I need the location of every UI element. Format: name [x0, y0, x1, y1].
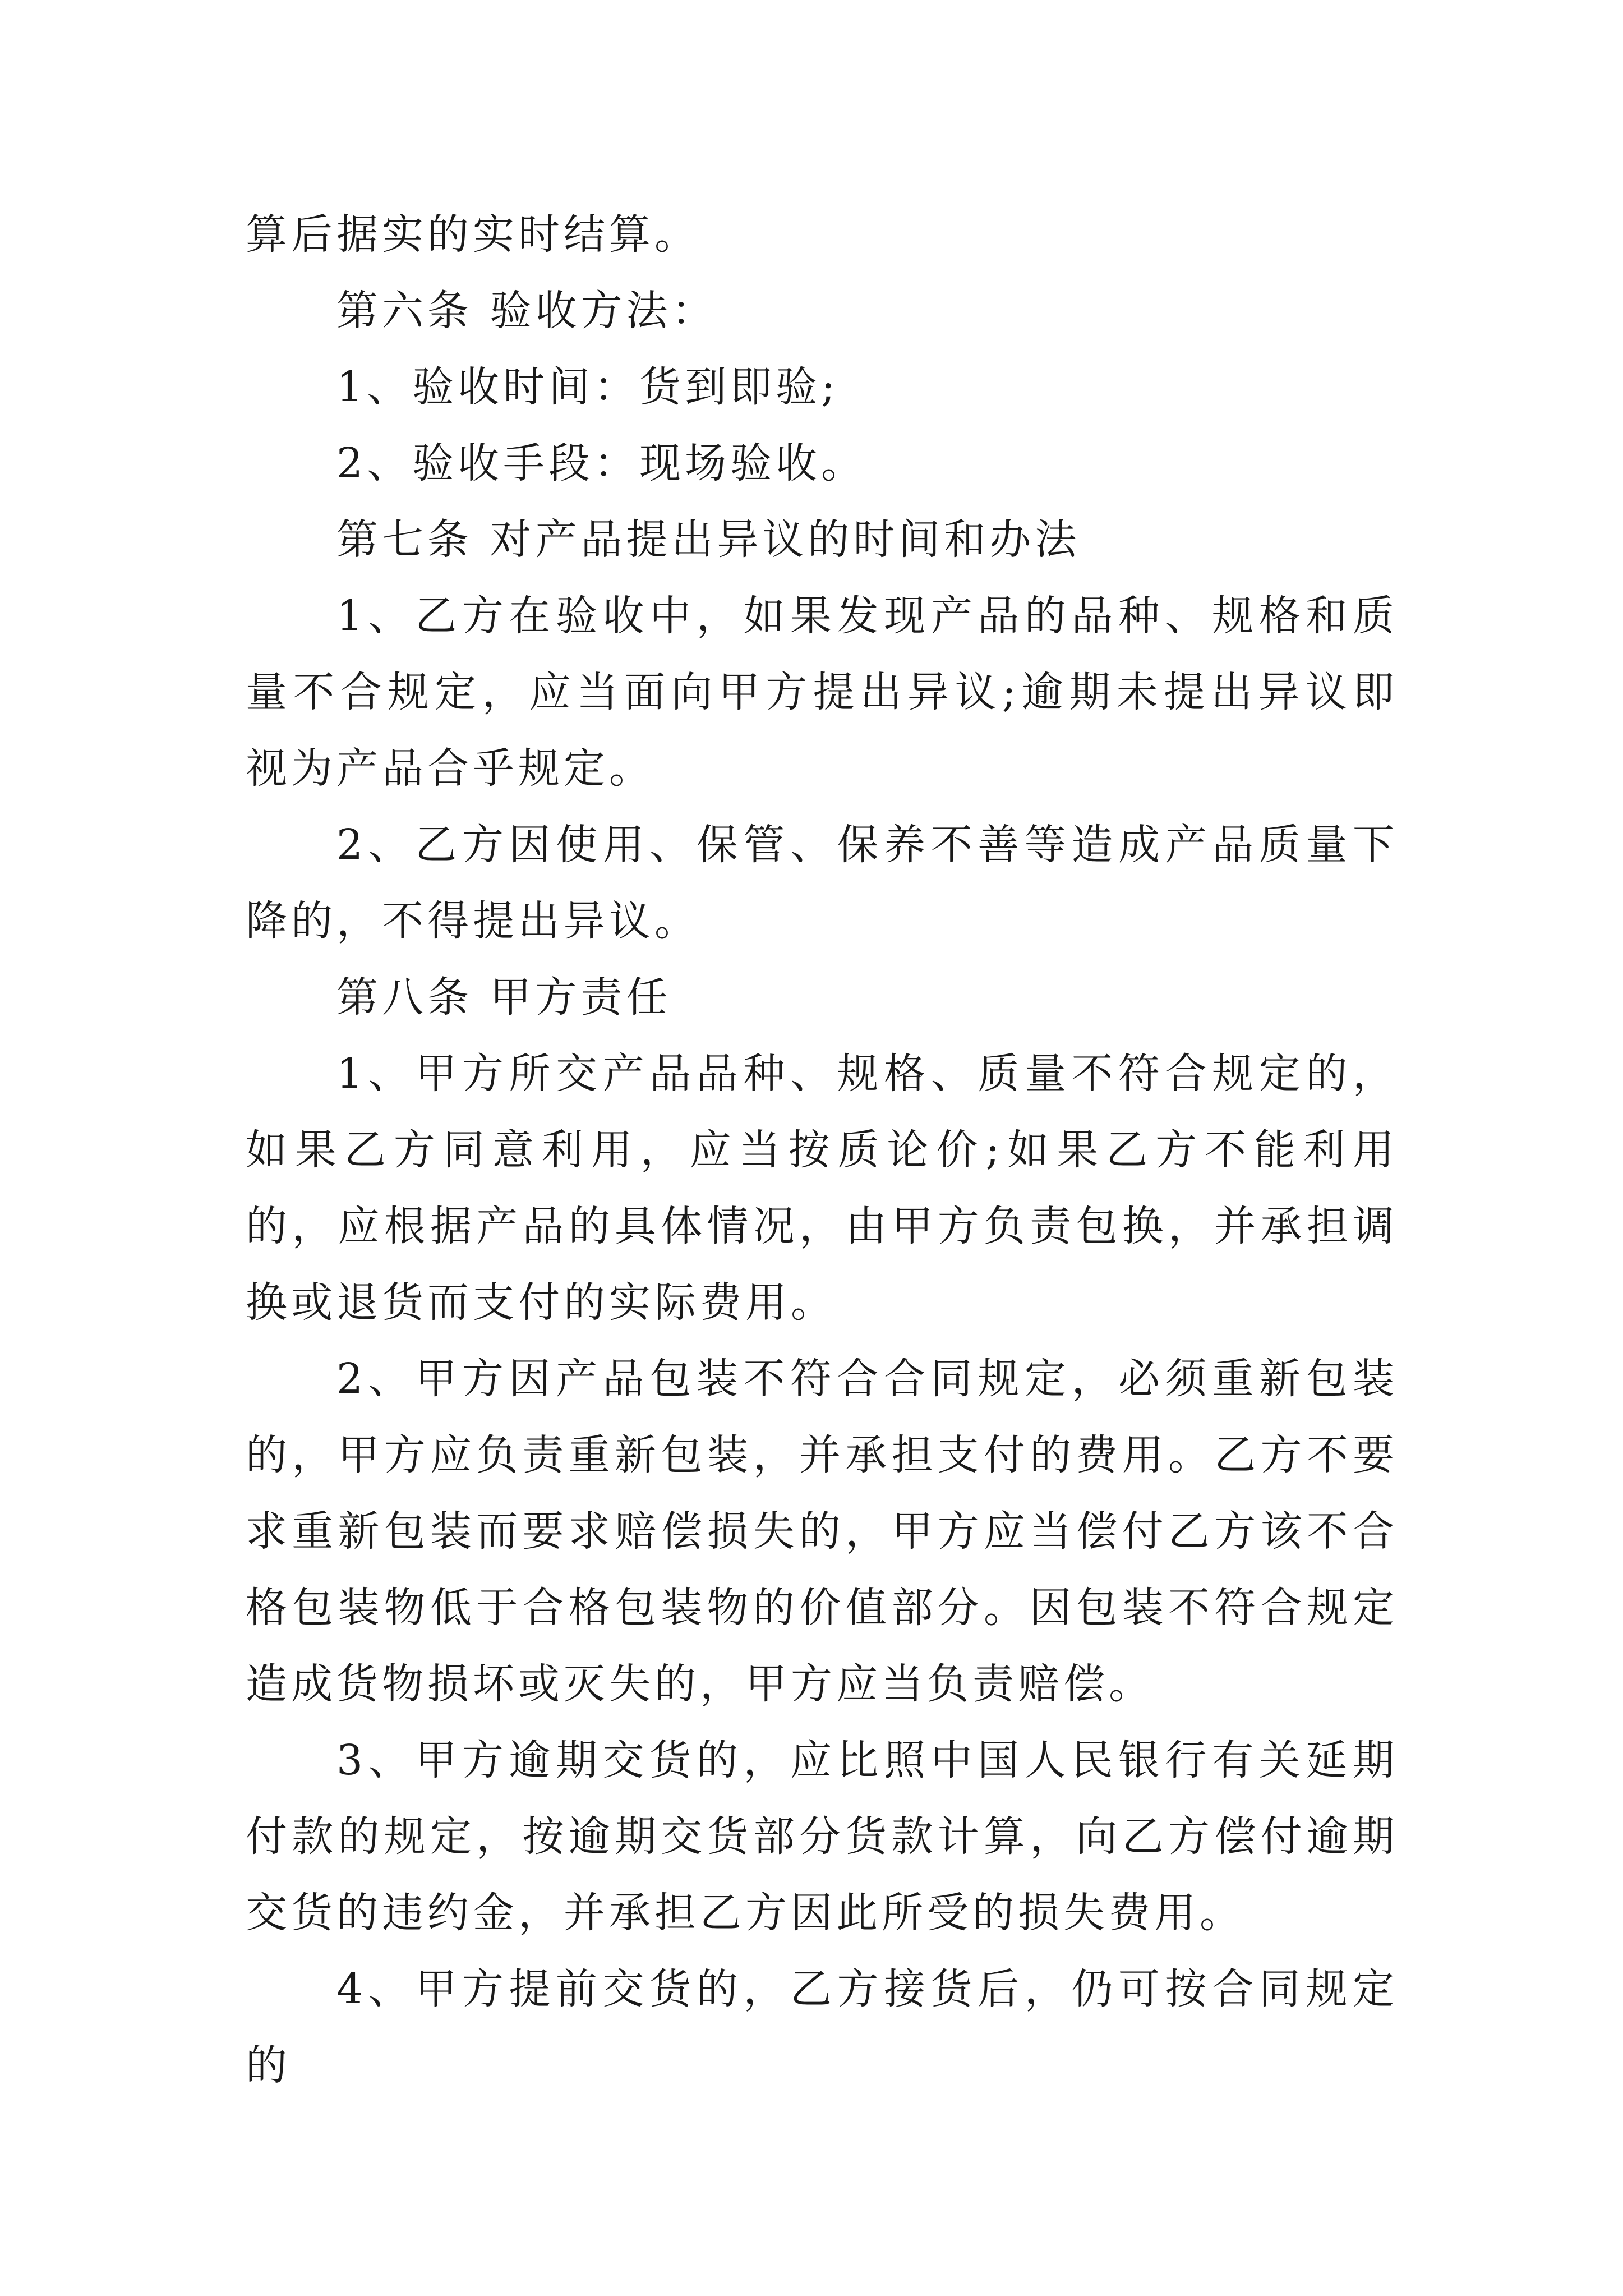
paragraph-article-7-item-1: 1、乙方在验收中，如果发现产品的品种、规格和质量不合规定，应当面向甲方提出异议;逾期未提出异议即视为产品合乎规定。: [246, 592, 1398, 793]
paragraph-settlement: 算后据实的实时结算。: [246, 210, 700, 259]
heading-article-8: 第八条 甲方责任: [336, 973, 672, 1022]
paragraph-article-8-item-1: 1、甲方所交产品品种、规格、质量不符合规定的，如果乙方同意利用，应当按质论价;如果乙方不能利用的，应根据产品的具体情况，由甲方负责包换，并承担调换或退货而支付的实际费用。: [246, 1050, 1398, 1327]
document-body: [246, 196, 1398, 2104]
heading-article-6: 第六条 验收方法：: [336, 287, 717, 335]
paragraph-article-8-item-4: 4、甲方提前交货的，乙方接货后，仍可按合同规定的: [246, 1965, 1398, 2090]
paragraph-article-8-item-3: 3、甲方逾期交货的，应比照中国人民银行有关延期付款的规定，按逾期交货部分货款计算，向乙方偿付逾期交货的违约金，并承担乙方因此所受的损失费用。: [246, 1736, 1398, 1937]
paragraph-article-6-item-2: 2、验收手段：现场验收。: [336, 439, 867, 487]
paragraph-article-7-item-2: 2、乙方因使用、保管、保养不善等造成产品质量下降的，不得提出异议。: [246, 821, 1398, 945]
paragraph-article-6-item-1: 1、验收时间：货到即验;: [336, 363, 840, 411]
heading-article-7: 第七条 对产品提出异议的时间和办法: [336, 516, 1081, 564]
paragraph-article-8-item-2: 2、甲方因产品包装不符合合同规定，必须重新包装的，甲方应负责重新包装，并承担支付的费用。乙方不要求重新包装而要求赔偿损失的，甲方应当偿付乙方该不合格包装物低于合格包装物的价值部分。因包装不符合规定造成货物损坏或灭失的，甲方应当负责赔偿。: [246, 1355, 1398, 1708]
